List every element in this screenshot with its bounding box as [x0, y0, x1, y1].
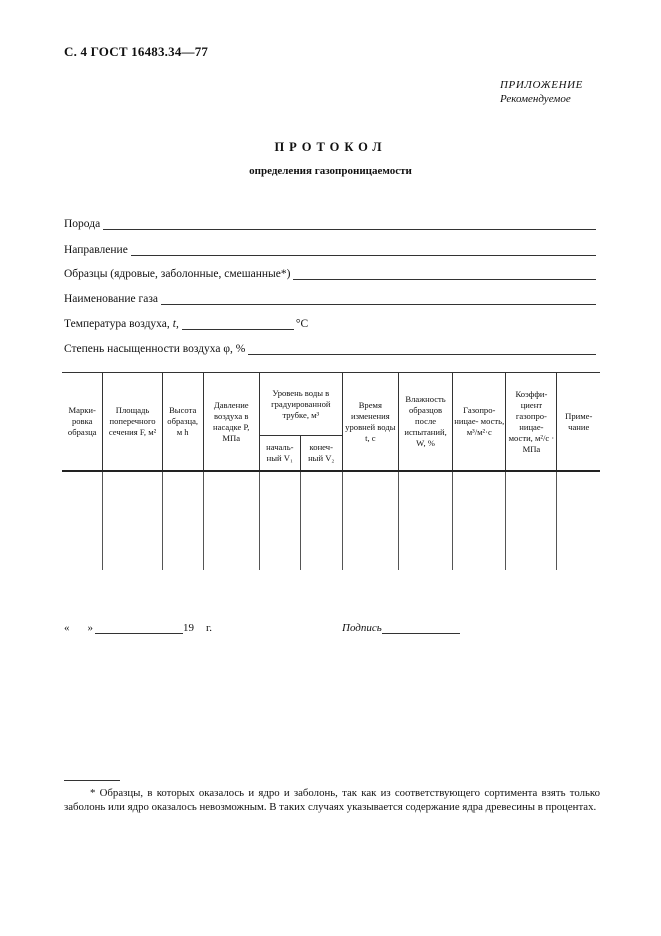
col-level: Уровень воды в градуированной трубке, м³ — [259, 373, 342, 436]
protocol-subtitle: определения газопроницаемости — [249, 165, 412, 177]
table-cell[interactable] — [203, 471, 259, 570]
col-level-start: началь- ный V₁ — [259, 436, 300, 472]
date-close-quote: » — [87, 622, 93, 634]
signature-label: Подпись — [342, 622, 382, 634]
field-air-saturation-label: Степень насыщенности воздуха φ, % — [64, 343, 246, 355]
field-air-saturation[interactable] — [64, 339, 596, 355]
table-row[interactable] — [62, 471, 600, 570]
field-air-saturation-line[interactable] — [248, 343, 596, 355]
table-cell[interactable] — [453, 471, 506, 570]
field-air-temp-unit: °С — [295, 318, 309, 330]
table-cell[interactable] — [506, 471, 557, 570]
date-year-prefix: 19 — [183, 622, 194, 634]
field-air-temp-line[interactable] — [182, 318, 294, 330]
date-month-line[interactable] — [95, 623, 183, 634]
protocol-title: ПРОТОКОЛ — [274, 140, 387, 154]
field-gas-name[interactable] — [64, 289, 596, 305]
table-cell[interactable] — [62, 471, 103, 570]
protocol-table — [62, 372, 600, 570]
col-permeability: Газопро- ницае- мость, м³/м²·с — [453, 373, 506, 472]
table-cell[interactable] — [300, 471, 342, 570]
appendix-block — [500, 78, 583, 106]
field-breed-label: Порода — [64, 218, 101, 230]
col-height: Высота образца, м h — [162, 373, 203, 472]
date-line[interactable] — [64, 622, 212, 634]
page-header: С. 4 ГОСТ 16483.34—77 — [64, 44, 209, 59]
field-direction-line[interactable] — [131, 244, 596, 256]
col-level-end: конеч- ный V₂ — [300, 436, 342, 472]
signature-blank[interactable] — [382, 623, 460, 634]
field-gas-name-label: Наименование газа — [64, 293, 158, 305]
date-open-quote: « — [64, 622, 70, 634]
col-humidity: Влажность образцов после испытаний, W, % — [398, 373, 452, 472]
table-cell[interactable] — [162, 471, 203, 570]
table-cell[interactable] — [103, 471, 162, 570]
col-area: Площадь поперечного сечения F, м² — [103, 373, 162, 472]
field-air-temp-var: t, — [172, 318, 179, 330]
appendix-label: ПРИЛОЖЕНИЕ — [500, 79, 583, 91]
field-direction-label: Направление — [64, 244, 128, 256]
table-cell[interactable] — [398, 471, 452, 570]
date-year-suffix: г. — [206, 622, 213, 634]
table-cell[interactable] — [557, 471, 600, 570]
signature-line[interactable] — [342, 622, 460, 634]
col-coefficient: Коэффи- циент газопро- ницае- мости, м²/с · МПа — [506, 373, 557, 472]
field-air-temp[interactable] — [64, 314, 596, 330]
field-samples-line[interactable] — [293, 268, 596, 280]
field-breed-line[interactable] — [103, 218, 596, 230]
col-pressure: Давление воздуха в насадке P, МПа — [203, 373, 259, 472]
field-gas-name-line[interactable] — [161, 293, 596, 305]
footnote-divider — [64, 780, 120, 781]
footnote: * Образцы, в которых оказалось и ядро и заболонь, так как из соответствующего сортимента взять только заболонь или ядро оказалось невозможным. В таких случаях указывается содержание ядра древесины в процентах. — [64, 787, 600, 813]
appendix-note: Рекомендуемое — [500, 93, 571, 105]
col-time: Время изменения уровней воды t, с — [342, 373, 398, 472]
col-marking: Марки- ровка образца — [62, 373, 103, 472]
field-air-temp-label: Температура воздуха, — [64, 318, 170, 330]
field-breed[interactable] — [64, 214, 596, 230]
col-note: Приме- чание — [557, 373, 600, 472]
table-cell[interactable] — [259, 471, 300, 570]
field-samples-label: Образцы (ядровые, заболонные, смешанные*) — [64, 268, 291, 280]
field-samples[interactable] — [64, 264, 596, 280]
field-direction[interactable] — [64, 240, 596, 256]
table-cell[interactable] — [342, 471, 398, 570]
